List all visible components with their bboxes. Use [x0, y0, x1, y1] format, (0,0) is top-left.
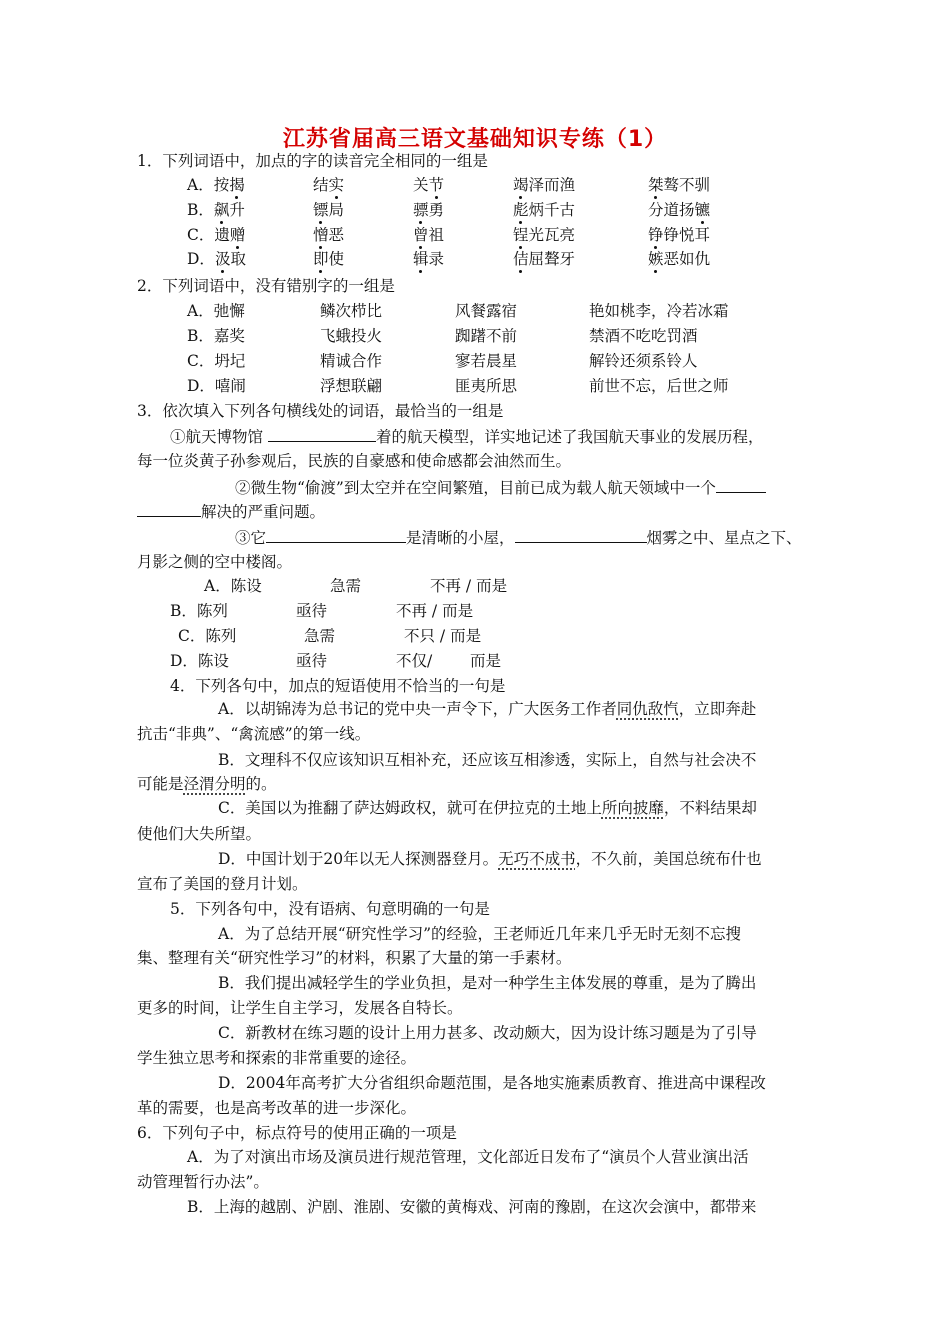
q3-sentence3-line1: ③它 是清晰的小屋， 烟雾之中、星点之下、 — [235, 529, 802, 547]
q4-b-line2: 可能是泾渭分明的。 — [137, 775, 277, 793]
q5-b-line2: 更多的时间，让学生自主学习，发展各自特长。 — [137, 999, 463, 1017]
q1-a-word3: 关节 — [413, 176, 445, 194]
q1-a-word4: 竭泽而渔 — [513, 176, 576, 194]
q5-d-line2: 革的需要，也是高考改革的进一步深化。 — [137, 1099, 417, 1117]
q4-c-dotted-phrase: 所向披靡 — [601, 799, 664, 817]
q4-b-line1: B．文理科不仅应该知识互相补充，还应该互相渗透，实际上，自然与社会决不 — [218, 751, 757, 769]
q3-stem: 3．依次填入下列各句横线处的词语，最恰当的一组是 — [137, 402, 504, 420]
q2-stem: 2．下列词语中，没有错别字的一组是 — [137, 277, 395, 295]
q4-a-line2: 抗击“非典”、“禽流感”的第一线。 — [137, 725, 371, 743]
q3-blank-3b — [515, 527, 647, 543]
q3-sentence2-line1: ②微生物“偷渡”到太空并在空间繁殖，目前已成为载人航天领域中一个 — [235, 477, 766, 498]
q5-d-line1: D．2004年高考扩大分省组织命题范围，是各地实施素质教育、推进高中课程改 — [218, 1074, 766, 1092]
q4-a-dotted-phrase: 同仇敌忾 — [616, 700, 679, 718]
q4-d-line1: D．中国计划于20年以无人探测器登月。无巧不成书，不久前，美国总统布什也 — [218, 850, 762, 868]
q1-a-word5: 桀骜不驯 — [648, 176, 711, 194]
q3-blank-2a — [716, 477, 766, 493]
document-page: 江苏省届高三语文基础知识专练（1） 1．下列词语中，加点的字的读音完全相同的一组是 A．按揭 结实 关节 竭泽而渔 桀骜不驯 B．飙升 镖局 骠勇 彪炳千古 分道扬镳 C．遗赠 憎恶 曾祖 锃光瓦亮 铮铮悦耳 D．汲取 即使 辑录 佶屈聱牙 嫉恶如仇 2．下列词语中，没有错别字的一组是 A．弛懈 鳞次栉比 风餐露宿 艳如桃李，冷若冰霜 B．嘉奖 飞蛾投火 踟躇不前 禁酒不吃吃罚酒 C．坍圮 精诚合作 寥若晨星 解铃还须系铃人 D．嘻闹 浮想联翩 匪夷所思 前世不忘，后世之师 3．依次填入下列各句横线处的词语，最恰当的一组是 ①航天博物馆 着的航天模型，详实地记述了我国航天事业的发展历程， 每一位炎黄子孙参观后，民族的自豪感和使命感都会油然而生。 ②微生物“偷渡”到太空并在空间繁殖，目前已成为载人航天领域中一个 解决的严重问题。 ③它 是清晰的小屋， 烟雾之中、星点之下、 月影之侧的空中楼阁。 A．陈设 急需 不再 / 而是 B．陈列 亟待 不再 / 而是 C．陈列 急需 不只 / 而是 D．陈设 亟待 不仅/ 而是 4．下列各句中，加点的短语使用不恰当的一句是 A．以胡锦涛为总书记的党中央一声令下，广大医务工作者同仇敌忾，立即奔赴 抗击“非典”、“禽流感”的第一线。 B．文理科不仅应该知识互相补充，还应该互相渗透，实际上，自然与社会决不 可能是泾渭分明的。 C．美国以为推翻了萨达姆政权，就可在伊拉克的土地上所向披靡，不料结果却 使他们大失所望。 D．中国计划于20年以无人探测器登月。无巧不成书，不久前，美国总统布什也 宣布了美国的登月计划。 5．下列各句中，没有语病、句意明确的一句是 A．为了总结开展“研究性学习”的经验，王老师近几年来几乎无时无刻不忘搜 集、整理有关“研究性学习”的材料，积累了大量的第一手素材。 B．我们提出减轻学生的学业负担，是对一种学生主体发展的尊重，是为了腾出 更多的时间，让学生自主学习，发展各自特长。 C．新教材在练习题的设计上用力甚多、改动颇大，因为设计练习题是为了引导 学生独立思考和探索的非常重要的途径。 D．2004年高考扩大分省组织命题范围，是各地实施素质教育、推进高中课程改 革的需要，也是高考改革的进一步深化。 6．下列句子中，标点符号的使用正确的一项是 A．为了对演出市场及演员进行规范管理，文化部近日发布了“演员个人营业演出活 动管理暂行办法”。 B．上海的越剧、沪剧、淮剧、安徽的黄梅戏、河南的豫剧，在这次会演中，都带来 — [0, 0, 950, 1344]
q4-d-line2: 宣布了美国的登月计划。 — [137, 875, 308, 893]
q5-c-line2: 学生独立思考和探索的非常重要的途径。 — [137, 1049, 417, 1067]
q3-blank-3a — [266, 527, 406, 543]
q4-stem: 4．下列各句中，加点的短语使用不恰当的一句是 — [170, 677, 506, 695]
q1-stem: 1．下列词语中，加点的字的读音完全相同的一组是 — [137, 152, 488, 170]
q4-c-line2: 使他们大失所望。 — [137, 825, 262, 843]
q3-blank-1 — [268, 426, 376, 442]
q3-sentence3-line2: 月影之侧的空中楼阁。 — [137, 553, 293, 571]
q5-a-line2: 集、整理有关“研究性学习”的材料，积累了大量的第一手素材。 — [137, 949, 572, 967]
q6-b-line1: B．上海的越剧、沪剧、淮剧、安徽的黄梅戏、河南的豫剧，在这次会演中，都带来 — [187, 1198, 757, 1216]
q4-a-line1: A．以胡锦涛为总书记的党中央一声令下，广大医务工作者同仇敌忾，立即奔赴 — [218, 700, 757, 718]
q5-stem: 5．下列各句中，没有语病、句意明确的一句是 — [170, 900, 490, 918]
q5-c-line1: C．新教材在练习题的设计上用力甚多、改动颇大，因为设计练习题是为了引导 — [218, 1024, 757, 1042]
q3-sentence2-line2: 解决的严重问题。 — [137, 501, 325, 522]
q1-a-word1: A．按揭 — [187, 176, 245, 194]
q5-a-line1: A．为了总结开展“研究性学习”的经验，王老师近几年来几乎无时无刻不忘搜 — [218, 925, 742, 943]
q3-sentence1-line2: 每一位炎黄子孙参观后，民族的自豪感和使命感都会油然而生。 — [137, 452, 572, 470]
q6-a-line1: A．为了对演出市场及演员进行规范管理，文化部近日发布了“演员个人营业演出活 — [187, 1148, 749, 1166]
q6-a-line2: 动管理暂行办法”。 — [137, 1173, 269, 1191]
q6-stem: 6．下列句子中，标点符号的使用正确的一项是 — [137, 1124, 457, 1142]
q3-sentence1-line1: ①航天博物馆 着的航天模型，详实地记述了我国航天事业的发展历程， — [170, 428, 764, 446]
q4-d-dotted-phrase: 无巧不成书 — [498, 850, 576, 868]
q4-b-dotted-phrase: 泾渭分明 — [183, 775, 246, 793]
q3-blank-2b — [137, 501, 201, 517]
q1-a-word1-dot: 揭 — [229, 176, 245, 194]
q1-a-word2: 结实 — [313, 176, 345, 194]
q5-b-line1: B．我们提出减轻学生的学业负担，是对一种学生主体发展的尊重，是为了腾出 — [218, 974, 757, 992]
q4-c-line1: C．美国以为推翻了萨达姆政权，就可在伊拉克的土地上所向披靡，不料结果却 — [218, 799, 757, 817]
document-title: 江苏省届高三语文基础知识专练（1） — [282, 127, 668, 152]
